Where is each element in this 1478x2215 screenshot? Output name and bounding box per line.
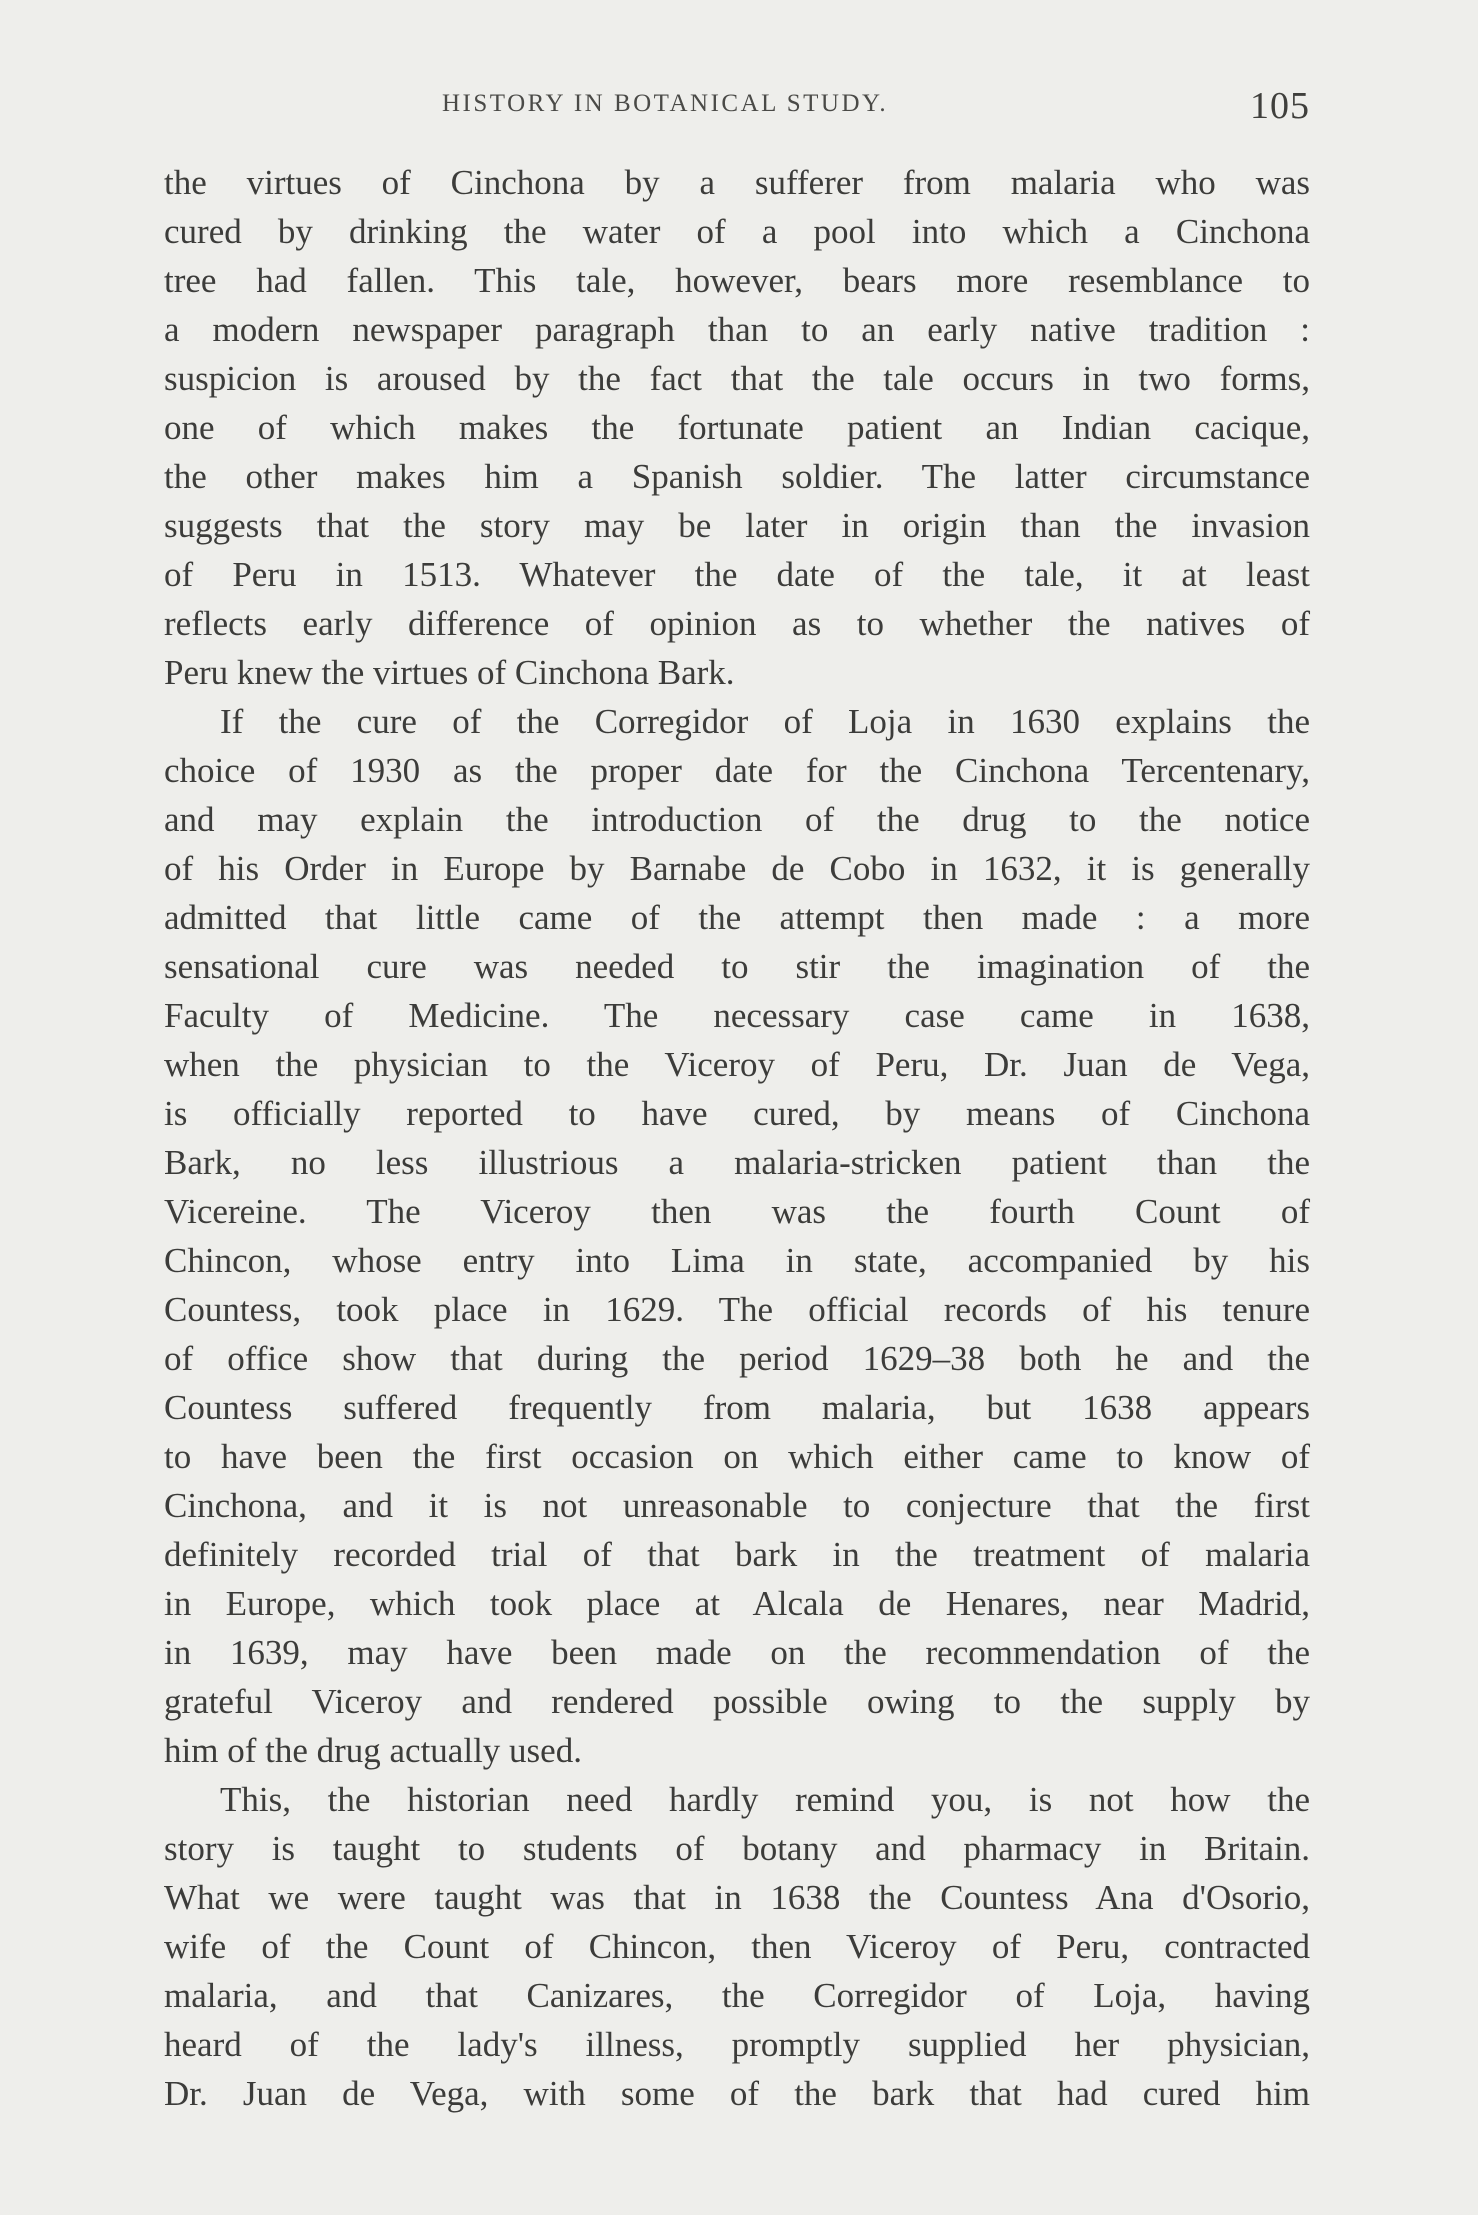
running-title: HISTORY IN BOTANICAL STUDY. <box>442 90 889 117</box>
text-line: If the cure of the Corregidor of Loja in 1630 explains the <box>220 702 1310 741</box>
paragraph-continued <box>164 158 1310 697</box>
text-line: wife of the Count of Chincon, then Viceroy of Peru, contracted <box>164 1927 1310 1966</box>
text-line: of Peru in 1513. Whatever the date of the tale, it at least <box>164 555 1310 594</box>
text-line: Dr. Juan de Vega, with some of the bark that had cured him <box>164 2074 1310 2113</box>
text-line: Countess suffered frequently from malaria, but 1638 appears <box>164 1388 1310 1427</box>
body-text <box>164 158 1310 2118</box>
text-line: a modern newspaper paragraph than to an early native tradition : <box>164 310 1310 349</box>
text-line: grateful Viceroy and rendered possible owing to the supply by <box>164 1682 1310 1721</box>
text-line: Peru knew the virtues of Cinchona Bark. <box>164 653 735 692</box>
text-line: to have been the first occasion on which either came to know of <box>164 1437 1310 1476</box>
text-line: Countess, took place in 1629. The official records of his tenure <box>164 1290 1310 1329</box>
text-line: This, the historian need hardly remind you, is not how the <box>220 1780 1310 1819</box>
text-line: the virtues of Cinchona by a sufferer from malaria who was <box>164 163 1310 202</box>
text-line: What we were taught was that in 1638 the Countess Ana d'Osorio, <box>164 1878 1310 1917</box>
text-line: Bark, no less illustrious a malaria-stricken patient than the <box>164 1143 1310 1182</box>
page-number: 105 <box>1250 85 1310 127</box>
text-line: one of which makes the fortunate patient an Indian cacique, <box>164 408 1310 447</box>
text-line: Faculty of Medicine. The necessary case came in 1638, <box>164 996 1310 1035</box>
text-line: Chincon, whose entry into Lima in state, accompanied by his <box>164 1241 1310 1280</box>
text-line: tree had fallen. This tale, however, bears more resemblance to <box>164 261 1310 300</box>
text-line: of his Order in Europe by Barnabe de Cobo in 1632, it is generally <box>164 849 1310 888</box>
text-line: is officially reported to have cured, by means of Cinchona <box>164 1094 1310 1133</box>
text-line: definitely recorded trial of that bark in the treatment of malaria <box>164 1535 1310 1574</box>
text-line: in Europe, which took place at Alcala de Henares, near Madrid, <box>164 1584 1310 1623</box>
text-line: Cinchona, and it is not unreasonable to conjecture that the first <box>164 1486 1310 1525</box>
text-line: admitted that little came of the attempt then made : a more <box>164 898 1310 937</box>
text-line: him of the drug actually used. <box>164 1731 582 1770</box>
paragraph-cure-of-corregidor <box>164 697 1310 1775</box>
running-head <box>162 84 1310 132</box>
text-line: suggests that the story may be later in origin than the invasion <box>164 506 1310 545</box>
text-line: the other makes him a Spanish soldier. The latter circumstance <box>164 457 1310 496</box>
text-line: in 1639, may have been made on the recommendation of the <box>164 1633 1310 1672</box>
text-line: sensational cure was needed to stir the imagination of the <box>164 947 1310 986</box>
text-line: reflects early difference of opinion as to whether the natives of <box>164 604 1310 643</box>
text-line: suspicion is aroused by the fact that the tale occurs in two forms, <box>164 359 1310 398</box>
paragraph-how-story-is-taught <box>164 1775 1310 2118</box>
text-line: of office show that during the period 1629–38 both he and the <box>164 1339 1310 1378</box>
text-line: choice of 1930 as the proper date for the Cinchona Tercentenary, <box>164 751 1310 790</box>
text-line: and may explain the introduction of the drug to the notice <box>164 800 1310 839</box>
text-line: Vicereine. The Viceroy then was the fourth Count of <box>164 1192 1310 1231</box>
text-line: malaria, and that Canizares, the Corregidor of Loja, having <box>164 1976 1310 2015</box>
text-line: when the physician to the Viceroy of Peru, Dr. Juan de Vega, <box>164 1045 1310 1084</box>
text-line: story is taught to students of botany and pharmacy in Britain. <box>164 1829 1310 1868</box>
text-line: cured by drinking the water of a pool into which a Cinchona <box>164 212 1310 251</box>
text-line: heard of the lady's illness, promptly supplied her physician, <box>164 2025 1310 2064</box>
